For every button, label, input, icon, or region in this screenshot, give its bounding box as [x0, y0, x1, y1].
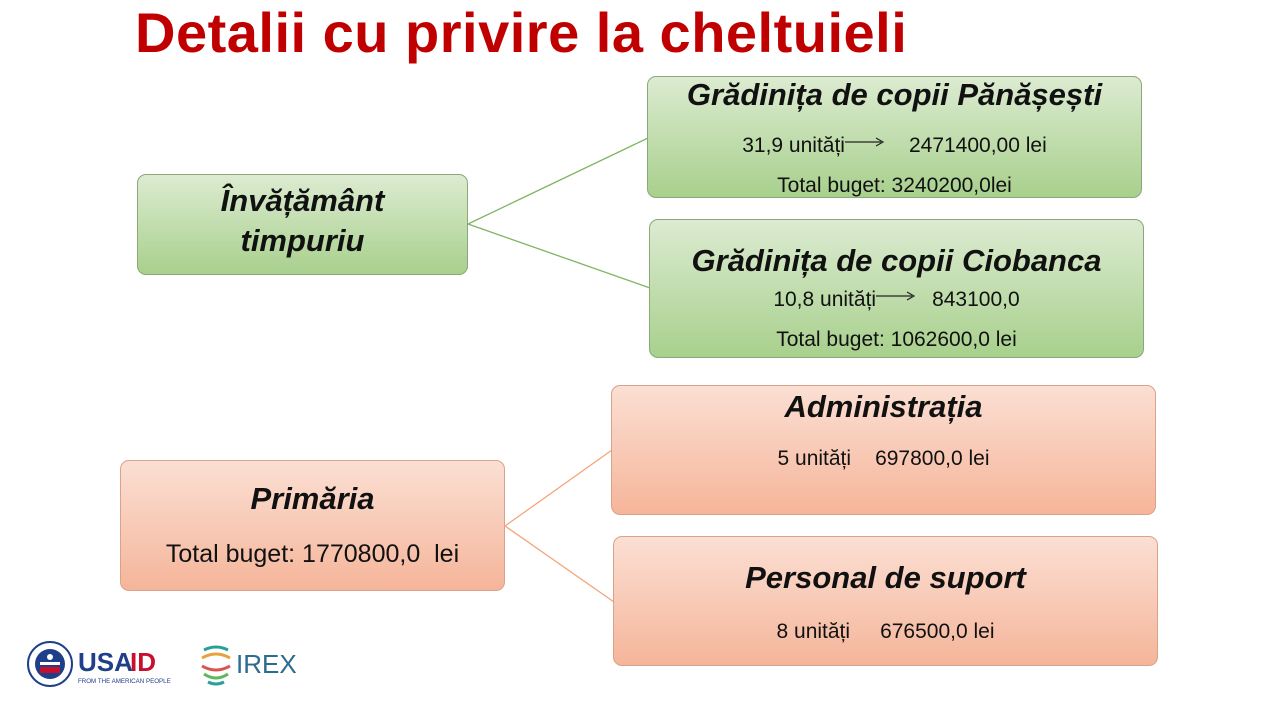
node-personal-amount: 676500,0 lei: [880, 620, 995, 643]
node-administratia-amount: 697800,0 lei: [875, 447, 990, 470]
usaid-logo: [26, 640, 316, 692]
node-personal-suport: [613, 536, 1158, 666]
logos: [26, 640, 316, 697]
arrow-right-icon: [845, 135, 885, 149]
node-ciobanca-units: 10,8 unități: [773, 288, 877, 311]
node-panasesti-total: Total buget: 3240200,0lei: [777, 174, 1012, 197]
node-administratia-units: 5 unități: [777, 447, 852, 470]
node-invatamant-label-1: Învățământ: [220, 183, 385, 218]
node-administratia-title: Administrația: [784, 389, 983, 424]
node-ciobanca-title: Grădinița de copii Ciobanca: [691, 243, 1102, 278]
node-panasesti-amount: 2471400,00 lei: [908, 134, 1047, 157]
node-personal-details: [614, 620, 1157, 644]
svg-text:ID: ID: [130, 647, 156, 677]
node-personal-title: Personal de suport: [745, 560, 1026, 595]
irex-wordmark: IREX: [236, 649, 297, 679]
node-panasesti-title: Grădinița de copii Pănășești: [686, 77, 1103, 112]
node-panasesti-details: [648, 134, 1141, 158]
connector-primaria-personal: [505, 526, 614, 602]
irex-mark-icon: [202, 647, 230, 684]
node-invatamant-label-2: timpuriu: [240, 223, 365, 258]
connector-invatamant-ciobanca: [468, 224, 650, 288]
node-panasesti-units: 31,9 unități: [742, 134, 845, 157]
node-ciobanca-amount: 843100,0: [932, 288, 1020, 311]
node-primaria-total: Total buget: 1770800,0 lei: [165, 540, 460, 568]
node-personal-units: 8 unități: [776, 620, 851, 643]
node-invatamant-timpuriu: [137, 174, 468, 275]
node-primaria-title: Primăria: [250, 481, 375, 516]
usaid-wordmark: USA: [78, 647, 133, 677]
node-primaria: [120, 460, 505, 591]
node-ciobanca-total: Total buget: 1062600,0 lei: [776, 328, 1017, 351]
connector-primaria-administratia: [505, 450, 612, 526]
node-gradinita-panasesti: [647, 76, 1142, 198]
node-gradinita-ciobanca: [649, 219, 1144, 358]
node-administratia-details: [612, 447, 1155, 471]
node-administratia: [611, 385, 1156, 515]
arrow-right-icon: [876, 289, 916, 303]
usaid-tagline: FROM THE AMERICAN PEOPLE: [78, 678, 171, 685]
slide-title: Detalii cu privire la cheltuieli: [135, 1, 908, 64]
connector-invatamant-panasesti: [468, 138, 648, 224]
node-ciobanca-details: [650, 288, 1143, 312]
